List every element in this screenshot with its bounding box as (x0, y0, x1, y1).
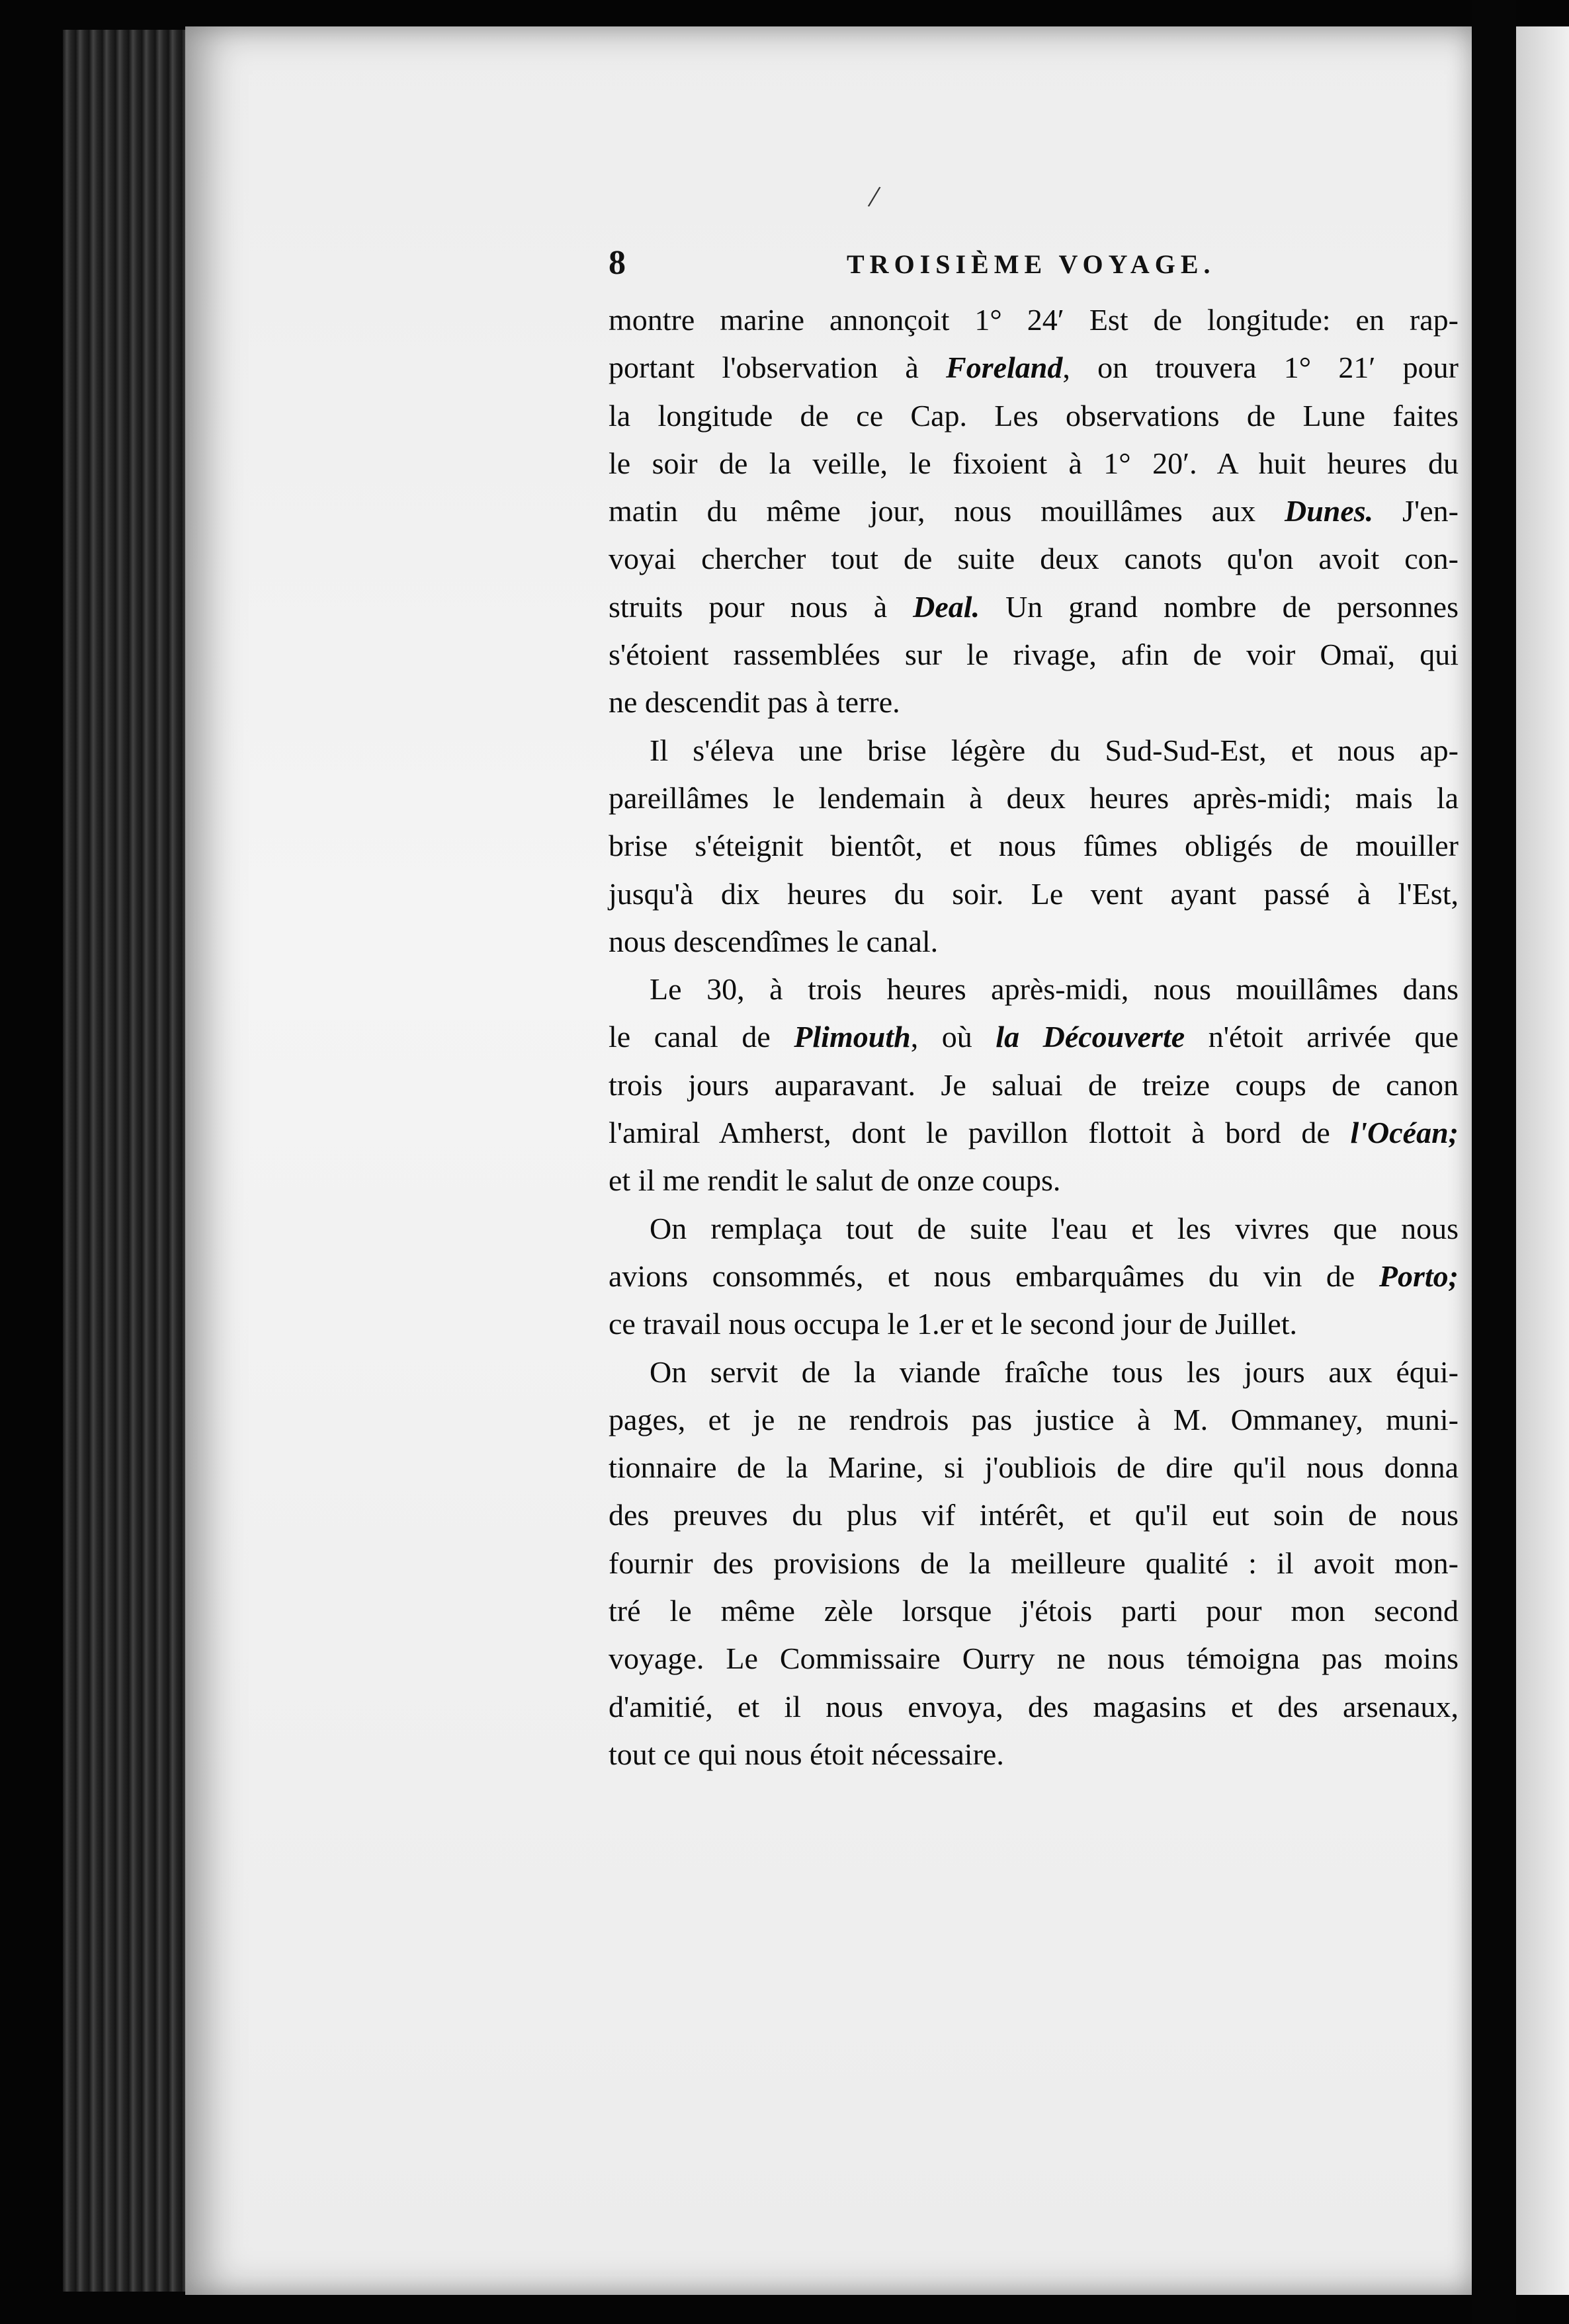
text-line (609, 1396, 1459, 1444)
text-line (609, 1731, 1459, 1778)
text-run: la longitude de ce Cap. Les observations de Lune faites (609, 398, 1459, 433)
text-line (609, 727, 1459, 774)
running-title: TROISIÈME VOYAGE. (847, 249, 1216, 279)
page-header (609, 243, 1455, 283)
text-run: s'étoient rassemblées sur le rivage, afin de voir Omaï, qui (609, 638, 1459, 672)
text-run: , où (910, 1020, 996, 1054)
italic-run: l'Océan; (1350, 1116, 1459, 1150)
text-line (609, 1205, 1459, 1253)
text-run: matin du même jour, nous mouillâmes aux (609, 494, 1285, 528)
text-run: des preuves du plus vif intérêt, et qu'il eut soin de nous (609, 1498, 1459, 1532)
text-line (609, 1253, 1459, 1300)
text-line (609, 918, 1459, 966)
text-run: Il s'éleva une brise légère du Sud-Sud-Est, et nous ap- (650, 733, 1459, 767)
text-line (609, 1683, 1459, 1731)
italic-run: Plimouth (794, 1020, 911, 1054)
text-run: ne descendit pas à terre. (609, 685, 900, 720)
text-line (609, 1157, 1459, 1204)
text-run: brise s'éteignit bientôt, et nous fûmes obligés de mouiller (609, 829, 1459, 863)
page-gutter (1472, 0, 1516, 2324)
text-line (609, 1061, 1459, 1109)
text-run: portant l'observation à (609, 351, 947, 385)
italic-run: Deal. (913, 589, 980, 624)
text-run: pareillâmes le lendemain à deux heures après-midi; mais la (609, 780, 1459, 815)
text-run: voyai chercher tout de suite deux canots qu'on avoit con- (609, 542, 1459, 576)
text-line (609, 631, 1459, 679)
text-run: l'amiral Amherst, dont le pavillon flottoit à bord de (609, 1116, 1351, 1150)
text-line (609, 1300, 1459, 1348)
text-line (609, 822, 1459, 870)
italic-run: Foreland (946, 351, 1063, 385)
text-line (609, 1444, 1459, 1491)
text-run: pages, et je ne rendrois pas justice à M. Ommaney, muni- (609, 1402, 1459, 1436)
text-line (609, 344, 1459, 392)
text-line (609, 535, 1459, 583)
text-run: tout ce qui nous étoit nécessaire. (609, 1737, 1004, 1771)
text-line (609, 1349, 1459, 1396)
text-line (609, 440, 1459, 487)
text-line (609, 1013, 1459, 1061)
text-run: ce travail nous occupa le 1.er et le second jour de Juillet. (609, 1307, 1297, 1341)
text-run: Un grand nombre de personnes (980, 589, 1459, 624)
text-run: jusqu'à dix heures du soir. Le vent ayant passé à l'Est, (609, 876, 1459, 911)
text-line (609, 1540, 1459, 1587)
text-line (609, 679, 1459, 726)
text-line (609, 966, 1459, 1013)
text-run: tré le même zèle lorsque j'étois parti pour mon second (609, 1594, 1459, 1628)
text-run: le canal de (609, 1020, 794, 1054)
text-line (609, 296, 1459, 344)
text-line (609, 1109, 1459, 1157)
text-line (609, 583, 1459, 631)
page-number: 8 (609, 244, 626, 282)
text-run: trois jours auparavant. Je saluai de treize coups de canon (609, 1067, 1459, 1102)
text-run: le soir de la veille, le fixoient à 1° 20′. A huit heures du (609, 446, 1459, 480)
text-run: nous descendîmes le canal. (609, 924, 939, 958)
text-run: n'étoit arrivée que (1185, 1020, 1459, 1054)
text-line (609, 1587, 1459, 1635)
body-text (609, 296, 1459, 1778)
text-run: On remplaça tout de suite l'eau et les vivres que nous (650, 1211, 1459, 1245)
text-run: et il me rendit le salut de onze coups. (609, 1163, 1061, 1198)
text-line (609, 1635, 1459, 1682)
text-run: Le 30, à trois heures après-midi, nous mouillâmes dans (650, 972, 1459, 1007)
pencil-mark: / (866, 179, 882, 215)
italic-run: la Découverte (996, 1020, 1185, 1054)
text-line (609, 1491, 1459, 1539)
italic-run: Porto; (1378, 1259, 1459, 1293)
italic-run: Dunes. (1284, 494, 1374, 528)
text-run: J'en- (1373, 494, 1459, 528)
text-run: , on trouvera 1° 21′ pour (1062, 351, 1459, 385)
text-run: tionnaire de la Marine, si j'oubliois de dire qu'il nous donna (609, 1450, 1459, 1485)
text-line (609, 392, 1459, 440)
text-line (609, 870, 1459, 918)
text-run: d'amitié, et il nous envoya, des magasins et des arsenaux, (609, 1689, 1459, 1723)
text-run: voyage. Le Commissaire Ourry ne nous témoigna pas moins (609, 1641, 1459, 1676)
text-run: avions consommés, et nous embarquâmes du vin de (609, 1259, 1379, 1293)
text-line (609, 774, 1459, 822)
text-run: On servit de la viande fraîche tous les jours aux équi- (650, 1354, 1459, 1389)
text-line (609, 487, 1459, 535)
text-run: montre marine annonçoit 1° 24′ Est de longitude: en rap- (609, 303, 1459, 337)
next-page-fragment (1516, 26, 1569, 2295)
text-run: struits pour nous à (609, 589, 913, 624)
text-run: fournir des provisions de la meilleure qualité : il avoit mon- (609, 1546, 1459, 1580)
